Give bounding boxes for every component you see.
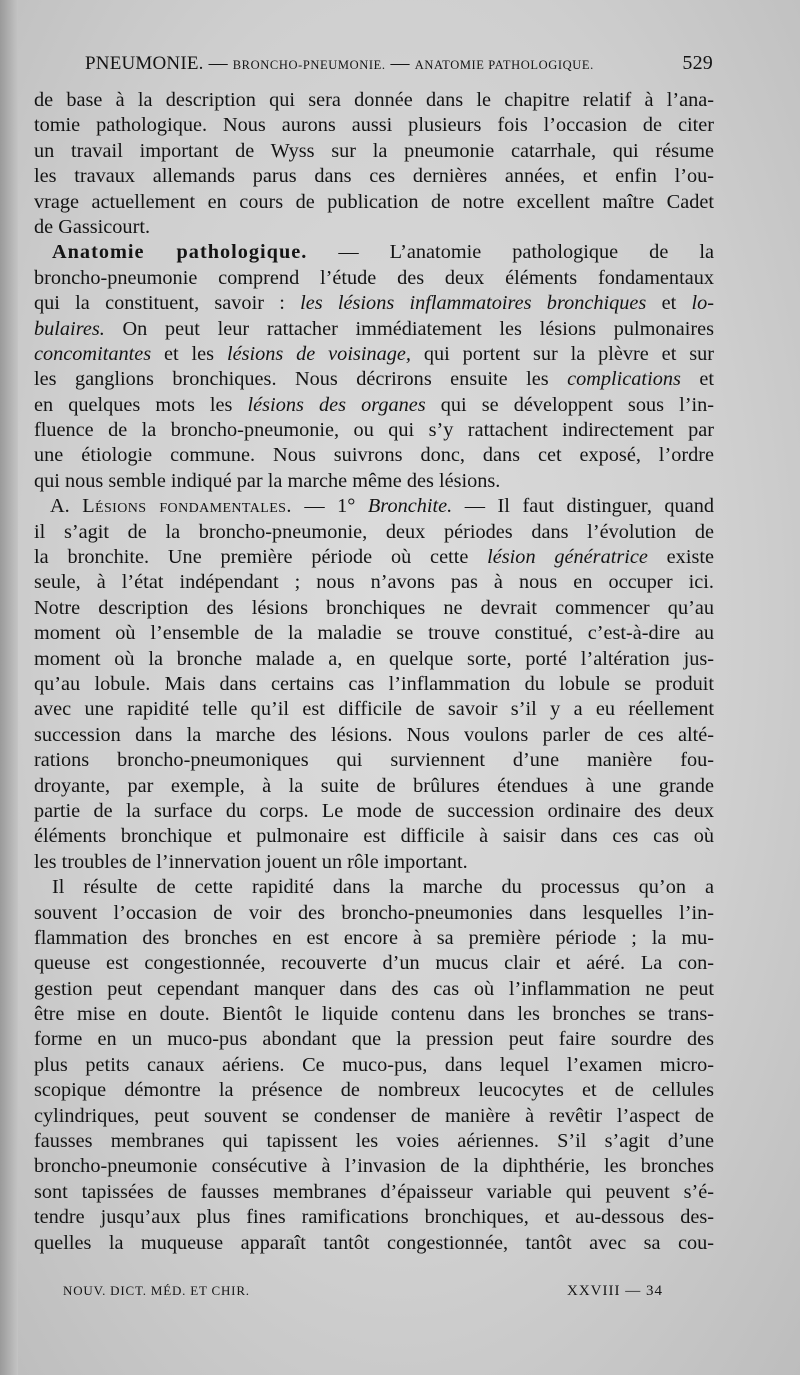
text-run: qui portent sur la plèvre et sur <box>410 342 714 365</box>
text-line <box>34 393 714 418</box>
text-run: la bronchite. Une première période où cette <box>34 546 488 569</box>
footer-signature: XXVIII — 34 <box>567 1283 663 1299</box>
text-run: et <box>680 368 714 391</box>
header-dash: — <box>390 53 410 74</box>
text-line: tomie pathologique. Nous aurons aussi plusieurs fois l’occasion de citer <box>34 114 714 137</box>
text-line: scopique démontre la présence de nombreux leucocytes et de cellules <box>34 1079 714 1102</box>
text-line: fluence de la broncho-pneumonie, ou qui s’y rattachent indirectement par <box>34 419 714 442</box>
italic-run: lo- <box>691 292 714 315</box>
text-line: éléments bronchique et pulmonaire est difficile à saisir dans ces cas où <box>34 825 714 848</box>
section-heading-anatomie: Anatomie pathologique. <box>52 241 308 264</box>
text-run: et <box>646 292 692 315</box>
text-line: un travail important de Wyss sur la pneumonie catarrhale, qui résume <box>34 139 714 162</box>
text-line: sont tapissées de fausses membranes d’épaisseur variable qui peuvent s’é- <box>34 1180 714 1203</box>
text-run: On peut leur rattacher immédiatement les lésions pulmonaires <box>104 317 714 340</box>
italic-run: complications <box>567 368 681 391</box>
text-line: les troubles de l’innervation jouent un rôle important. <box>34 850 468 873</box>
italic-run: lésions de voisinage, <box>226 342 411 365</box>
text-line: moment où l’ensemble de la maladie se trouve constitué, c’est-à-dire au <box>34 622 714 645</box>
text-line: droyante, par exemple, à la suite de brûlures étendues à une grande <box>34 774 714 797</box>
text-line: Il résulte de cette rapidité dans la marche du processus qu’on a <box>52 876 714 899</box>
text-run: A. <box>50 495 83 518</box>
text-line: être mise en doute. Bientôt le liquide contenu dans les bronches se trans- <box>34 1003 714 1026</box>
text-line: broncho-pneumonie comprend l’étude des deux éléments fondamentaux <box>34 266 714 289</box>
text-line: partie de la surface du corps. Le mode de succession ordinaire des deux <box>34 799 714 822</box>
italic-run: Bronchite. <box>367 495 453 518</box>
text-line <box>34 291 714 316</box>
text-line: de Gassicourt. <box>34 215 151 238</box>
body-text <box>34 88 714 1256</box>
text-line: quelles la muqueuse apparaît tantôt congestionnée, tantôt avec sa cou- <box>34 1231 714 1254</box>
text-line: cylindriques, peut souvent se condenser de manière à revêtir l’aspect de <box>34 1104 714 1127</box>
footer-publication: NOUV. DICT. MÉD. ET CHIR. <box>63 1283 250 1298</box>
header-section-anatomie: ANATOMIE PATHOLOGIQUE. <box>414 58 594 72</box>
text-line: une étiologie commune. Nous suivrons donc, dans cet exposé, l’ordre <box>34 444 714 467</box>
paragraph-lesions-first-line <box>34 494 714 519</box>
text-line <box>34 317 714 342</box>
text-line: queuse est congestionnée, recouverte d’un mucus clair et aéré. La con- <box>34 952 714 975</box>
running-header <box>85 52 713 75</box>
text-line: avec une rapidité telle qu’il est difficile de savoir s’il y a eu réellement <box>34 698 714 721</box>
text-run: en quelques mots les <box>34 393 248 416</box>
text-line: flammation des bronches en est encore à sa première période ; la mu- <box>34 926 714 949</box>
text-line: forme en un muco-pus abondant que la pression peut faire sourdre des <box>34 1028 714 1051</box>
text-line: succession dans la marche des lésions. Nous voulons parler de ces alté- <box>34 723 714 746</box>
text-line: gestion peut cependant manquer dans des cas où l’inflammation ne peut <box>34 977 714 1000</box>
text-line: qu’au lobule. Mais dans certains cas l’inflammation du lobule se produit <box>34 672 714 695</box>
text-line: souvent l’occasion de voir des broncho-pneumonies dans lesquelles l’in- <box>34 901 714 924</box>
text-line: vrage actuellement en cours de publication de notre excellent maître Cadet <box>34 190 714 213</box>
text-line: il s’agit de la broncho-pneumonie, deux périodes dans l’évolution de <box>34 520 714 543</box>
text-line <box>34 545 714 570</box>
italic-run: les lésions inflammatoires bronchiques <box>300 292 647 315</box>
page-gutter-shadow <box>0 0 18 1375</box>
text-line: Notre description des lésions bronchiques ne devrait commencer qu’au <box>34 596 714 619</box>
header-title: PNEUMONIE. <box>85 53 204 74</box>
text-run: qui se développent sous l’in- <box>425 393 714 416</box>
italic-run: concomitantes <box>34 342 152 365</box>
text-line: qui nous semble indiqué par la marche même des lésions. <box>34 469 501 492</box>
text-run: — L’anatomie pathologique de la <box>307 241 714 264</box>
italic-run: lésion génératrice <box>487 546 648 569</box>
text-line: tendre jusqu’aux plus fines ramifications bronchiques, et au-dessous des- <box>34 1206 714 1229</box>
text-run: qui la constituent, savoir : <box>34 292 301 315</box>
running-head-text <box>85 53 594 75</box>
text-run: et les <box>151 342 227 365</box>
text-line: plus petits canaux aériens. Ce muco-pus, dans lequel l’examen micro- <box>34 1053 714 1076</box>
text-line <box>34 367 714 392</box>
header-section-broncho: BRONCHO-PNEUMONIE. <box>232 58 386 72</box>
text-run: existe <box>647 546 714 569</box>
text-line <box>34 342 714 367</box>
page-number: 529 <box>682 52 713 74</box>
text-line: seule, à l’état indépendant ; nous n’avons pas à nous en occuper ici. <box>34 571 714 594</box>
page-footer <box>63 1283 663 1300</box>
italic-run: bulaires. <box>34 317 105 340</box>
section-heading-lesions: Lésions fondamentales. <box>82 495 292 518</box>
header-dash: — <box>208 53 228 74</box>
text-line: fausses membranes qui tapissent les voies aériennes. S’il s’agit d’une <box>34 1130 714 1153</box>
text-run: — 1° <box>291 495 368 518</box>
italic-run: lésions des organes <box>247 393 426 416</box>
paragraph-anatomie-first-line <box>34 240 714 265</box>
text-line: moment où la bronche malade a, en quelque sorte, porté l’altération jus- <box>34 647 714 670</box>
text-line: de base à la description qui sera donnée dans le chapitre relatif à l’ana- <box>34 89 714 111</box>
text-line: rations broncho-pneumoniques qui surviennent d’une manière fou- <box>34 749 714 772</box>
text-line: les travaux allemands parus dans ces dernières années, et enfin l’ou- <box>34 165 714 188</box>
text-run: — Il faut distinguer, quand <box>452 495 714 518</box>
text-line: broncho-pneumonie consécutive à l’invasion de la diphthérie, les bronches <box>34 1155 714 1178</box>
text-run: les ganglions bronchiques. Nous décrirons ensuite les <box>34 368 568 391</box>
